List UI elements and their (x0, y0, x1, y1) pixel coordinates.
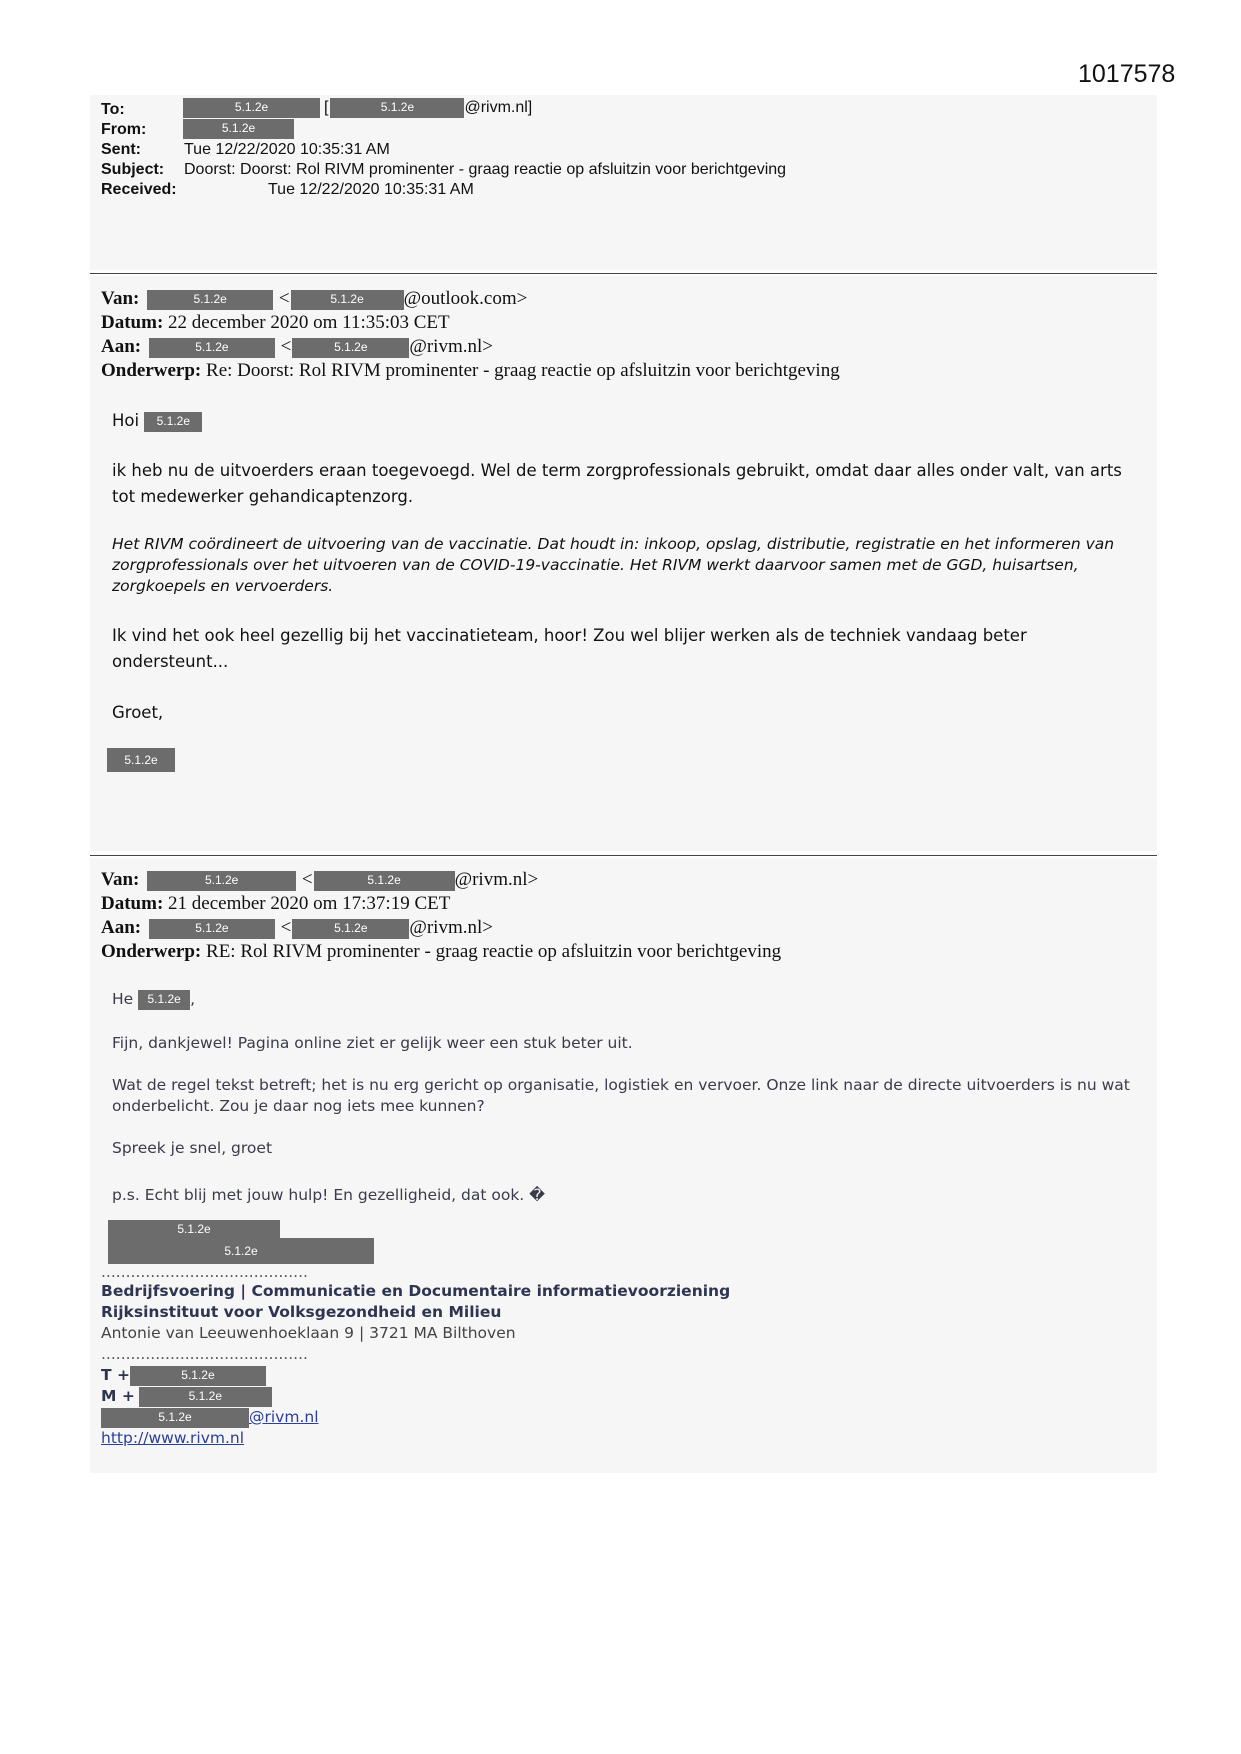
lt-sign: < (280, 336, 292, 357)
aan-domain: @rivm.nl> (409, 336, 493, 357)
received-value: Tue 12/22/2020 10:35:31 AM (268, 181, 474, 198)
signature-phone (101, 1365, 266, 1386)
redaction: 5.1.2e (149, 338, 275, 358)
redaction: 5.1.2e (149, 919, 275, 939)
signature-org (101, 1302, 501, 1323)
email1-para1: ik heb nu de uitvoerders eraan toegevoegd. Wel de term zorgprofessionals gebruikt, omdat daar alles onder valt, van arts tot medewerker gehandicaptenzorg. (112, 461, 1122, 506)
divider (90, 855, 1157, 856)
redaction: 5.1.2e (292, 338, 409, 358)
org-text: Rijksinstituut voor Volksgezondheid en Milieu (101, 1303, 502, 1321)
redaction: 5.1.2e (139, 1387, 272, 1407)
signature-dots: .......................................... (101, 1263, 308, 1281)
subject-label: Subject: (101, 161, 165, 178)
redaction: 5.1.2e (138, 990, 190, 1010)
email2-van (101, 869, 538, 891)
redaction: 5.1.2e (292, 919, 409, 939)
divider (90, 273, 1157, 274)
signature-mobile (101, 1386, 272, 1407)
website-link[interactable]: http://www.rivm.nl (101, 1429, 245, 1447)
email1-signature (107, 748, 175, 772)
signature-website (101, 1428, 244, 1449)
redaction: 5.1.2e (291, 290, 404, 310)
email2-para2: Wat de regel tekst betreft; het is nu erg gericht op organisatie, logistiek en vervoer. Onze link naar de directe uitvoerders is nu wat onderbelicht. Zou je daar nog iets mee kunnen? (112, 1076, 1130, 1115)
lt-sign: < (278, 288, 290, 309)
email2-datum (101, 893, 450, 915)
email2-greeting (112, 989, 1142, 1010)
email1-greeting (112, 408, 1142, 434)
datum-label: Datum: (101, 893, 164, 914)
mobile-label: M + (101, 1387, 135, 1405)
redaction: 5.1.2e (147, 290, 273, 310)
to-bracket: [ (324, 99, 329, 117)
redaction: 5.1.2e (107, 748, 175, 772)
subject-value: Doorst: Doorst: Rol RIVM prominenter - graag reactie op afsluitzin voor berichtgeving (184, 161, 787, 178)
from-value (183, 119, 294, 139)
sent-value: Tue 12/22/2020 10:35:31 AM (184, 141, 390, 158)
email2-aan (101, 917, 493, 939)
email1-datum (101, 312, 450, 334)
greeting-text: He (112, 990, 134, 1008)
datum-value: 22 december 2020 om 11:35:03 CET (168, 312, 450, 333)
email2-para3: Spreek je snel, groet (112, 1139, 273, 1157)
phone-label: T + (101, 1366, 130, 1384)
greeting-text: Hoi (112, 411, 140, 430)
to-domain: @rivm.nl] (464, 99, 533, 117)
van-domain: @rivm.nl> (454, 869, 539, 890)
datum-label: Datum: (101, 312, 164, 333)
greeting-comma: , (190, 990, 196, 1008)
redaction: 5.1.2e (144, 412, 202, 432)
redaction: 5.1.2e (130, 1366, 266, 1386)
from-label: From: (101, 121, 147, 138)
van-label: Van: (101, 869, 140, 890)
onderwerp-label: Onderwerp: (101, 360, 202, 381)
lt-sign: < (301, 869, 313, 890)
redaction: 5.1.2e (314, 871, 455, 891)
email-link[interactable]: @rivm.nl (249, 1408, 319, 1426)
onderwerp-value: RE: Rol RIVM prominenter - graag reactie op afsluitzin voor berichtgeving (206, 941, 782, 962)
signature-dept (101, 1281, 730, 1302)
email1-closing: Groet, (112, 703, 164, 722)
to-value (183, 98, 532, 118)
van-label: Van: (101, 288, 140, 309)
onderwerp-label: Onderwerp: (101, 941, 202, 962)
van-domain: @outlook.com> (403, 288, 528, 309)
redaction: 5.1.2e (108, 1238, 374, 1264)
email2-onderwerp (101, 941, 781, 963)
lt-sign: < (280, 917, 292, 938)
dept-text: Bedrijfsvoering | Communicatie en Documentaire informatievoorziening (101, 1282, 731, 1300)
email2-para1: Fijn, dankjewel! Pagina online ziet er gelijk weer een stuk beter uit. (112, 1034, 633, 1052)
sent-label: Sent: (101, 141, 141, 158)
redaction: 5.1.2e (108, 1220, 280, 1240)
datum-value: 21 december 2020 om 17:37:19 CET (168, 893, 451, 914)
document-number: 1017578 (1078, 60, 1176, 88)
signature-title-redaction (108, 1238, 374, 1264)
onderwerp-value: Re: Doorst: Rol RIVM prominenter - graag reactie op afsluitzin voor berichtgeving (206, 360, 840, 381)
signature-email (101, 1407, 319, 1428)
aan-label: Aan: (101, 336, 142, 357)
email1-para2: Het RIVM coördineert de uitvoering van de vaccinatie. Dat houdt in: inkoop, opslag, distributie, registratie en het informeren van zorgprofessionals over het uitvoeren van de COVID-19-vaccinatie. Het RIVM werkt daarvoor samen met de GGD, huisartsen, zorgkoepels en vervoerders. (112, 535, 1115, 595)
aan-domain: @rivm.nl> (409, 917, 493, 938)
signature-address: Antonie van Leeuwenhoeklaan 9 | 3721 MA Bilthoven (101, 1324, 516, 1342)
redaction: 5.1.2e (183, 98, 320, 118)
email1-para3: Ik vind het ook heel gezellig bij het vaccinatieteam, hoor! Zou wel blijer werken als de techniek vandaag beter ondersteunt... (112, 626, 1027, 671)
received-label: Received: (101, 181, 177, 198)
to-label: To: (101, 101, 125, 118)
signature-name-redaction (108, 1220, 280, 1240)
redaction: 5.1.2e (330, 98, 464, 118)
redaction: 5.1.2e (101, 1408, 249, 1428)
redaction: 5.1.2e (183, 119, 294, 139)
redaction: 5.1.2e (147, 871, 296, 891)
email1-aan (101, 336, 493, 358)
signature-dots: .......................................... (101, 1345, 308, 1363)
email2-para4: p.s. Echt blij met jouw hulp! En gezelligheid, dat ook. � (112, 1186, 546, 1204)
email1-onderwerp (101, 360, 840, 382)
email1-van (101, 288, 527, 310)
aan-label: Aan: (101, 917, 142, 938)
